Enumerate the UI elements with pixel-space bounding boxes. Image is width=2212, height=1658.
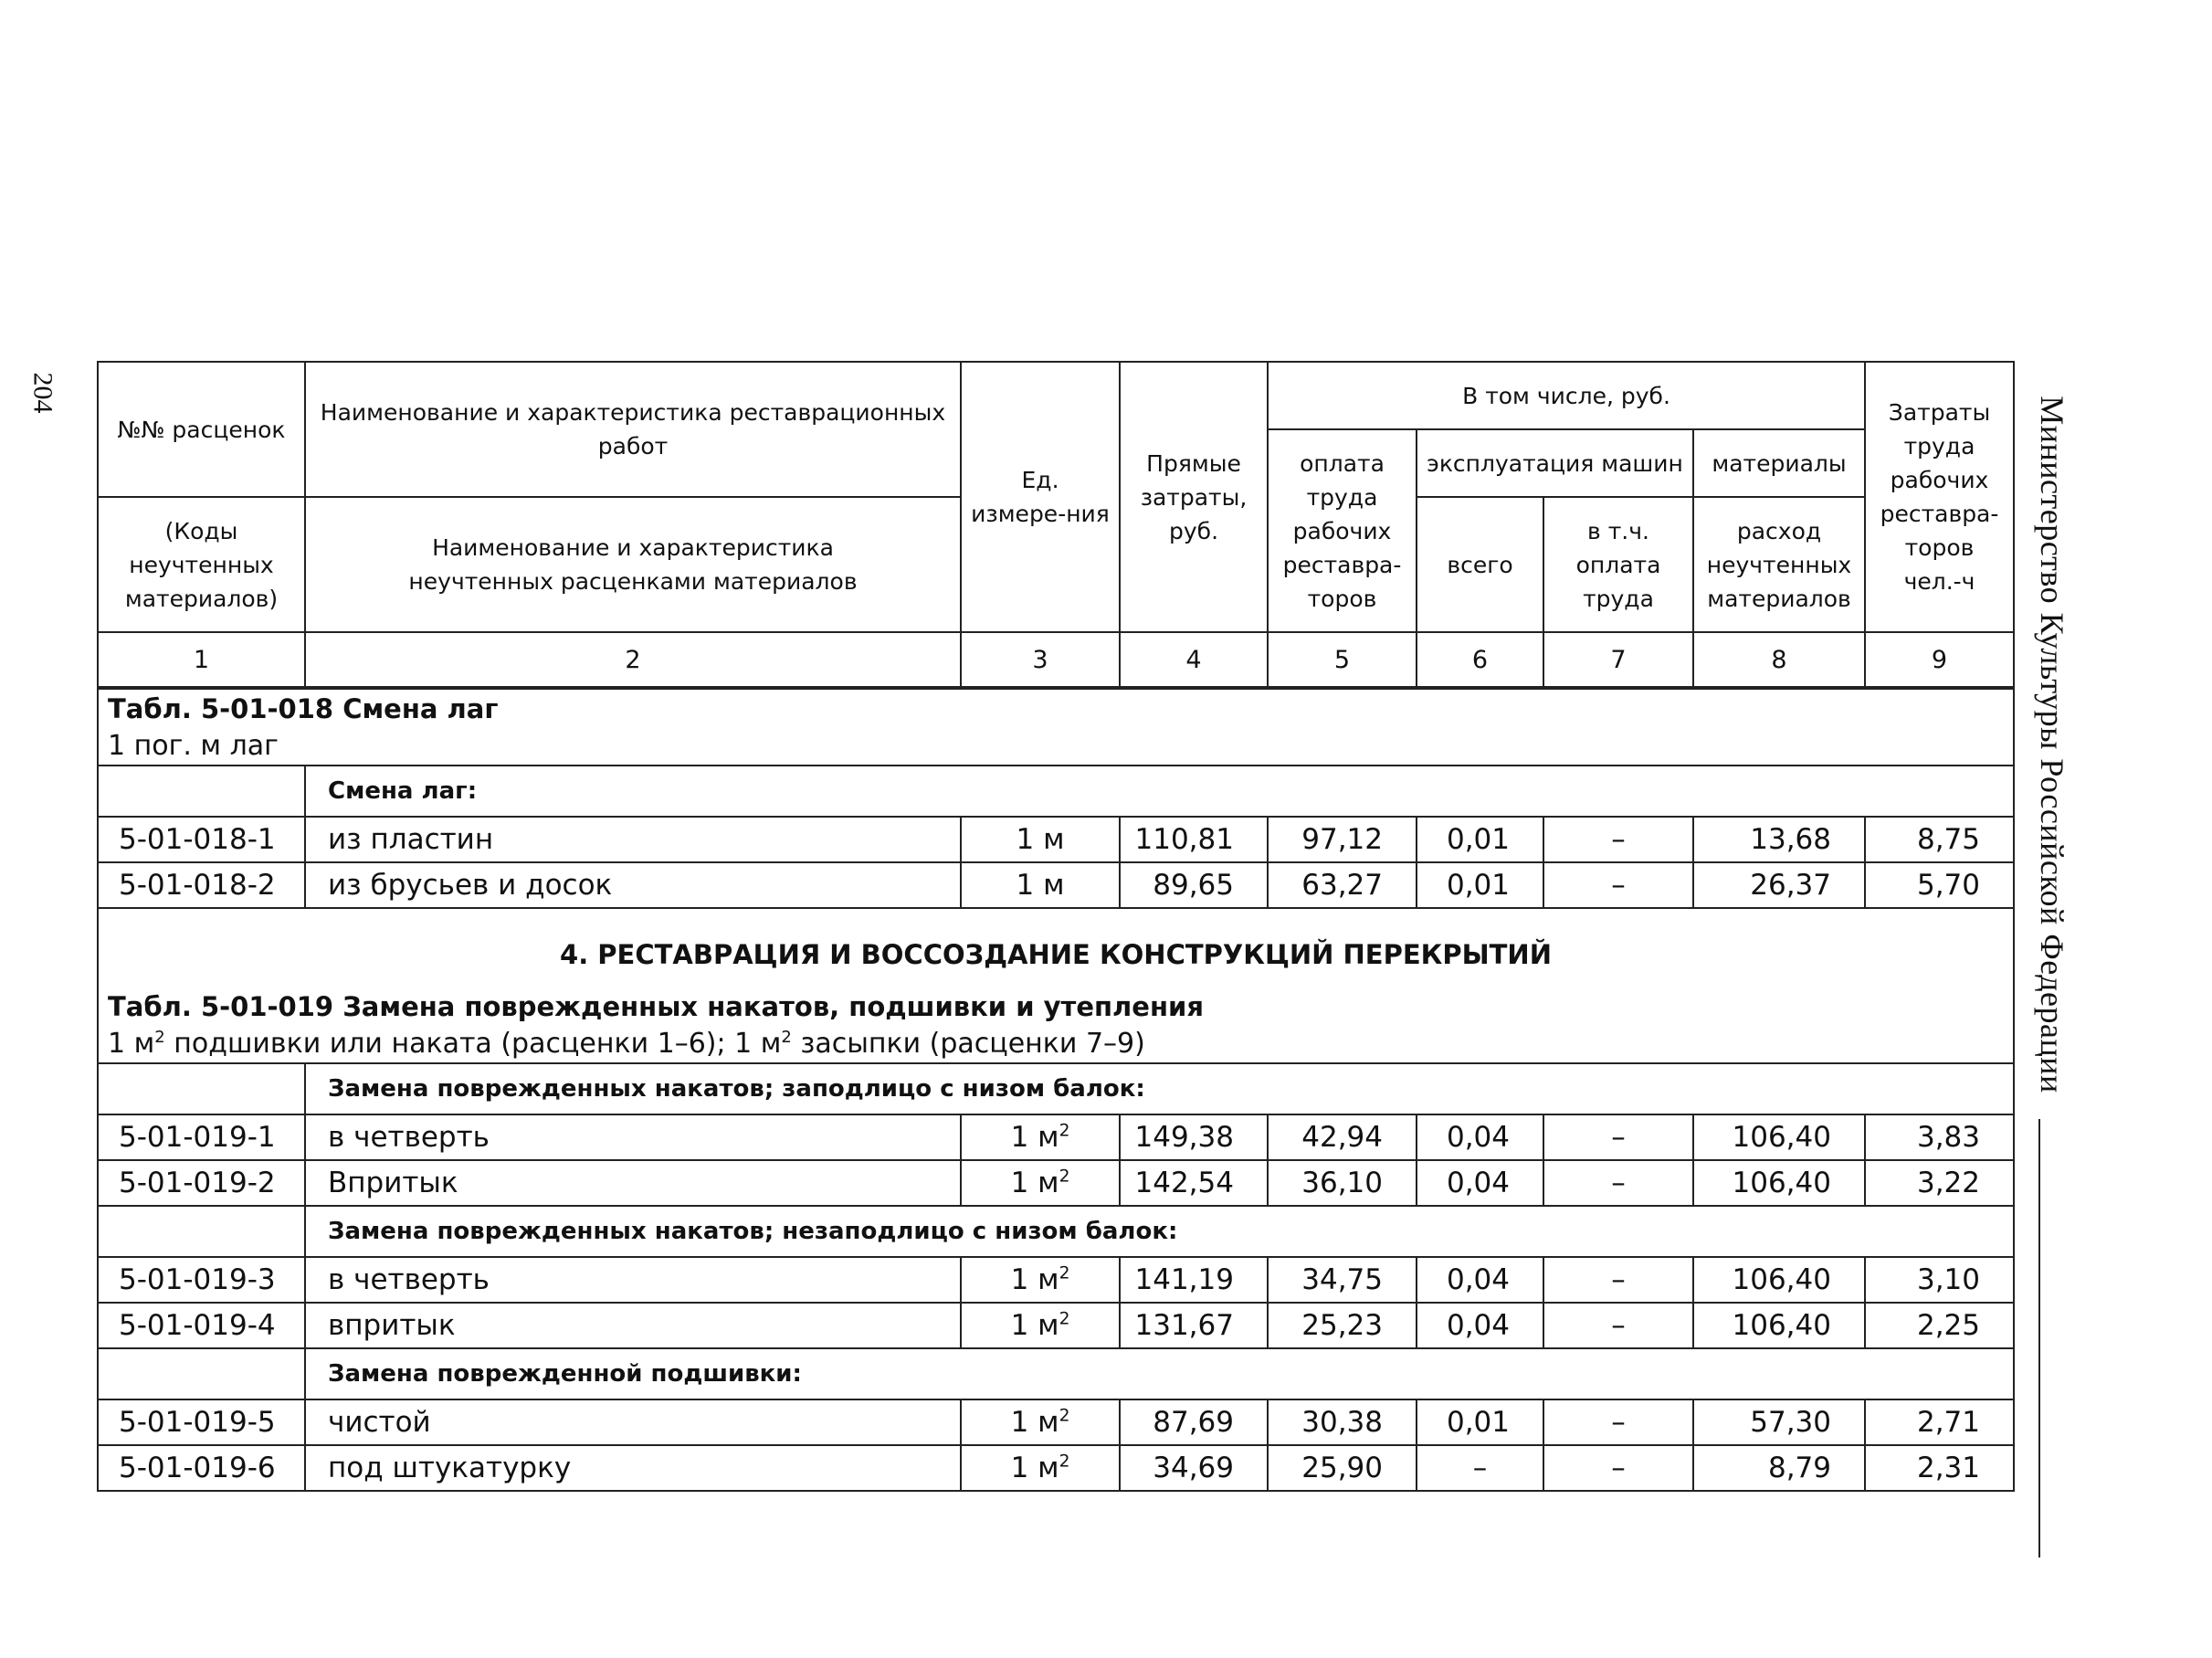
materials: 106,40 [1693, 1160, 1865, 1206]
materials: 57,30 [1693, 1399, 1865, 1445]
machines-wages: – [1543, 1445, 1693, 1491]
column-numbers-row [98, 632, 2014, 688]
page-edge-rule [2038, 1119, 2040, 1558]
machines-wages: – [1543, 1160, 1693, 1206]
work-name: из пластин [305, 817, 961, 862]
group-row [98, 1063, 2014, 1114]
header-col5: оплата труда рабочих реставра-торов [1268, 429, 1417, 632]
group-row [98, 1206, 2014, 1257]
direct-cost: 141,19 [1120, 1257, 1268, 1303]
unit-cell: 1 м [961, 817, 1120, 862]
table-row [98, 1399, 2014, 1445]
wages: 25,90 [1268, 1445, 1417, 1491]
header-col7: в т.ч. оплата труда [1543, 497, 1693, 632]
labor-hours: 2,25 [1865, 1303, 2014, 1348]
machines-wages: – [1543, 817, 1693, 862]
work-name: впритык [305, 1303, 961, 1348]
table-row [98, 862, 2014, 908]
rate-code: 5-01-019-6 [98, 1445, 305, 1491]
machines-total: 0,04 [1417, 1257, 1543, 1303]
machines-wages: – [1543, 862, 1693, 908]
machines-total: 0,04 [1417, 1114, 1543, 1160]
col-num: 2 [305, 632, 961, 688]
col-num: 3 [961, 632, 1120, 688]
rate-code: 5-01-019-5 [98, 1399, 305, 1445]
table-018-unit: 1 пог. м лаг [108, 730, 279, 762]
table-019-title: Табл. 5-01-019 Замена поврежденных накатов, подшивки и утепления [108, 991, 1204, 1022]
machines-total: 0,04 [1417, 1303, 1543, 1348]
work-name: в четверть [305, 1114, 961, 1160]
work-name: под штукатурку [305, 1445, 961, 1491]
wages: 42,94 [1268, 1114, 1417, 1160]
col-num: 1 [98, 632, 305, 688]
rate-code: 5-01-019-2 [98, 1160, 305, 1206]
rate-code: 5-01-018-1 [98, 817, 305, 862]
side-title: Министерство Культуры Российской Федерации [2034, 396, 2071, 1093]
machines-wages: – [1543, 1399, 1693, 1445]
direct-cost: 89,65 [1120, 862, 1268, 908]
wages: 63,27 [1268, 862, 1417, 908]
direct-cost: 149,38 [1120, 1114, 1268, 1160]
labor-hours: 3,10 [1865, 1257, 2014, 1303]
header-col3: Ед. измере-ния [961, 362, 1120, 632]
unit-cell: 1 $м^2$ [961, 1160, 1120, 1206]
materials: 26,37 [1693, 862, 1865, 908]
page-number: 204 [27, 372, 58, 414]
unit-cell: 1 $м^2$ [961, 1399, 1120, 1445]
table-018-caption [98, 688, 2014, 766]
wages: 97,12 [1268, 817, 1417, 862]
unit-cell: 1 $м^2$ [961, 1114, 1120, 1160]
header-col2-top: Наименование и характеристика реставрационных работ [305, 362, 961, 497]
table-019-caption [98, 908, 2014, 1063]
group-label: Замена поврежденных накатов; заподлицо с низом балок: [305, 1063, 2014, 1114]
section-heading: 4. РЕСТАВРАЦИЯ И ВОССОЗДАНИЕ КОНСТРУКЦИЙ ПЕРЕКРЫТИЙ [560, 939, 1552, 970]
materials: 106,40 [1693, 1303, 1865, 1348]
col-num: 8 [1693, 632, 1865, 688]
labor-hours: 3,22 [1865, 1160, 2014, 1206]
wages: 25,23 [1268, 1303, 1417, 1348]
table-019-unit: 1 $м^2$ подшивки или наката (расценки 1–6); 1 $м^2$ засыпки (расценки 7–9) [108, 1028, 1145, 1060]
unit-cell: 1 м [961, 862, 1120, 908]
col-num: 9 [1865, 632, 2014, 688]
table-row [98, 1160, 2014, 1206]
labor-hours: 3,83 [1865, 1114, 2014, 1160]
direct-cost: 142,54 [1120, 1160, 1268, 1206]
header-col9: Затраты труда рабочих реставра-торов чел.-ч [1865, 362, 2014, 632]
table-019-caption-row [98, 908, 2014, 1063]
header-row-1 [98, 362, 2014, 429]
machines-total: 0,01 [1417, 862, 1543, 908]
unit-cell: 1 $м^2$ [961, 1257, 1120, 1303]
materials: 8,79 [1693, 1445, 1865, 1491]
table-018-title: Табл. 5-01-018 Смена лаг [108, 693, 499, 724]
materials: 13,68 [1693, 817, 1865, 862]
wages: 30,38 [1268, 1399, 1417, 1445]
materials: 106,40 [1693, 1114, 1865, 1160]
unit-cell: 1 $м^2$ [961, 1445, 1120, 1491]
unit-cell: 1 $м^2$ [961, 1303, 1120, 1348]
work-name: из брусьев и досок [305, 862, 961, 908]
header-machines: эксплуатация машин [1417, 429, 1693, 497]
direct-cost: 34,69 [1120, 1445, 1268, 1491]
direct-cost: 131,67 [1120, 1303, 1268, 1348]
rate-code: 5-01-019-1 [98, 1114, 305, 1160]
col-num: 5 [1268, 632, 1417, 688]
col-num: 7 [1543, 632, 1693, 688]
machines-total: – [1417, 1445, 1543, 1491]
table-row [98, 1303, 2014, 1348]
header-col1-top: №№ расценок [98, 362, 305, 497]
group-label: Замена поврежденных накатов; незаподлицо с низом балок: [305, 1206, 2014, 1257]
work-name: Впритык [305, 1160, 961, 1206]
labor-hours: 8,75 [1865, 817, 2014, 862]
labor-hours: 2,71 [1865, 1399, 2014, 1445]
group-label: Замена поврежденной подшивки: [305, 1348, 2014, 1399]
rates-table [97, 361, 2015, 1492]
table-row [98, 817, 2014, 862]
rate-code: 5-01-019-3 [98, 1257, 305, 1303]
machines-total: 0,01 [1417, 1399, 1543, 1445]
group-label: Смена лаг: [305, 766, 2014, 817]
table-018-caption-row [98, 688, 2014, 766]
header-group: В том числе, руб. [1268, 362, 1865, 429]
labor-hours: 2,31 [1865, 1445, 2014, 1491]
col-num: 4 [1120, 632, 1268, 688]
rate-code: 5-01-018-2 [98, 862, 305, 908]
rate-code: 5-01-019-4 [98, 1303, 305, 1348]
wages: 36,10 [1268, 1160, 1417, 1206]
header-col8: расход неучтенных материалов [1693, 497, 1865, 632]
labor-hours: 5,70 [1865, 862, 2014, 908]
group-row [98, 1348, 2014, 1399]
machines-wages: – [1543, 1303, 1693, 1348]
direct-cost: 87,69 [1120, 1399, 1268, 1445]
header-col6: всего [1417, 497, 1543, 632]
header-materials: материалы [1693, 429, 1865, 497]
table-row [98, 1445, 2014, 1491]
work-name: в четверть [305, 1257, 961, 1303]
header-col1-bottom: (Коды неучтенных материалов) [98, 497, 305, 632]
group-row [98, 766, 2014, 817]
machines-total: 0,04 [1417, 1160, 1543, 1206]
direct-cost: 110,81 [1120, 817, 1268, 862]
materials: 106,40 [1693, 1257, 1865, 1303]
machines-wages: – [1543, 1257, 1693, 1303]
header-col2-bottom: Наименование и характеристика неучтенных расценками материалов [305, 497, 961, 632]
table-row [98, 1257, 2014, 1303]
work-name: чистой [305, 1399, 961, 1445]
machines-total: 0,01 [1417, 817, 1543, 862]
machines-wages: – [1543, 1114, 1693, 1160]
table-row [98, 1114, 2014, 1160]
header-col4: Прямые затраты, руб. [1120, 362, 1268, 632]
col-num: 6 [1417, 632, 1543, 688]
wages: 34,75 [1268, 1257, 1417, 1303]
